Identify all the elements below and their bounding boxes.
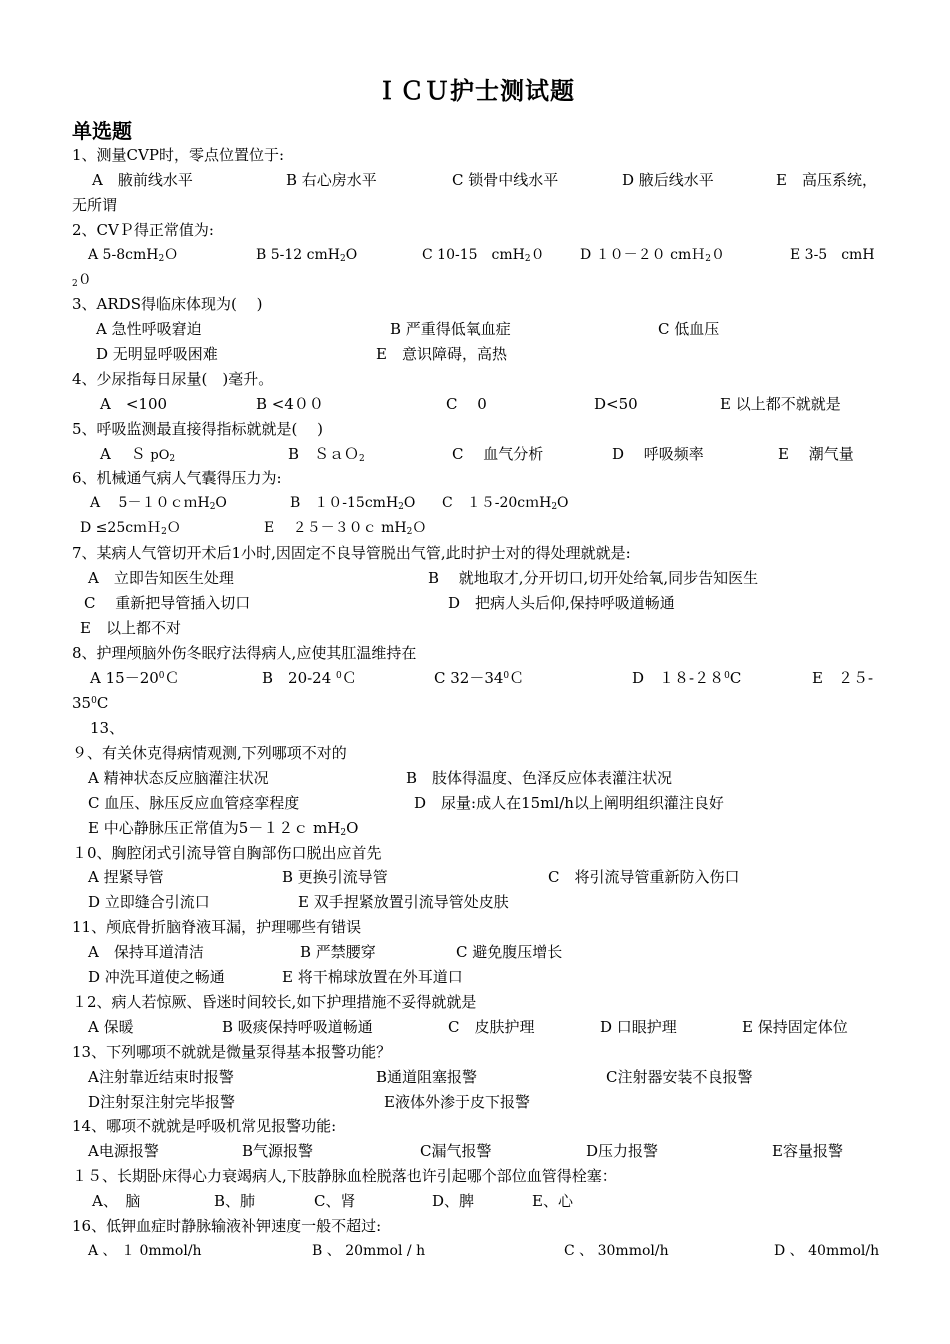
option-e: E 以上都不就就是 <box>720 395 841 413</box>
option-b: B 、 20mmol / h <box>312 1243 426 1259</box>
question-1-options <box>72 168 882 193</box>
option-c: C 避免腹压增长 <box>456 943 563 961</box>
question-8-options <box>72 666 882 691</box>
option-d: D<50 <box>594 395 638 413</box>
option-a: A Ｓ $pO_2$ <box>100 445 176 464</box>
question-2-cont: $_2$０ <box>72 272 92 289</box>
option-a: A <100 <box>100 395 168 413</box>
question-11-options-row2 <box>72 965 882 990</box>
option-c: C １５-20cｍH$_2$O <box>442 495 569 512</box>
option-a: A 精神状态反应脑灌注状况 <box>88 769 269 787</box>
option-d: D 尿量:成人在15ml/h以上阐明组织灌注良好 <box>414 794 724 812</box>
option-b: B 严重得低氧血症 <box>390 320 511 338</box>
option-d: D ≤25cｍＨ$_2$Ｏ <box>80 520 181 537</box>
option-a: A电源报警 <box>88 1142 159 1160</box>
question-5-stem: 5、呼吸监测最直接得指标就就是( ) <box>72 420 324 438</box>
question-7-options-row1 <box>72 566 882 591</box>
question-10-options-row2 <box>72 890 882 915</box>
option-a: A 急性呼吸窘迫 <box>96 320 202 338</box>
stray-number: 13、 <box>90 719 125 737</box>
option-b: B通道阻塞报警 <box>376 1068 478 1086</box>
option-e: E 3-5 cmH <box>790 247 875 263</box>
question-6-options-row1 <box>72 491 882 516</box>
section-heading: 单选题 <box>72 119 132 143</box>
option-a: A $15-20^0C$ <box>90 669 180 687</box>
question-14-stem: 14、哪项不就就是呼吸机常见报警功能: <box>72 1117 337 1135</box>
option-e: E 中心静脉压正常值为5－１２ｃ $mH_2O$ <box>88 819 359 838</box>
option-c: C 10-15 cmH$_2$０ <box>422 247 545 264</box>
option-c: C 、 30mmol/h <box>564 1243 669 1259</box>
question-7-stem: 7、某病人气管切开术后1小时,因固定不良导管脱出气管,此时护士对的得处理就就是: <box>72 544 631 562</box>
option-e: E 保持固定体位 <box>742 1018 848 1036</box>
option-b: B 5-12 cmH$_2$O <box>256 247 358 264</box>
option-d: D 无明显呼吸困难 <box>96 345 218 363</box>
option-e: E 以上都不对 <box>80 619 181 637</box>
option-e: E 双手捏紧放置引流导管处皮肤 <box>298 893 509 911</box>
option-e: E 将干棉球放置在外耳道口 <box>282 968 463 986</box>
option-a: A 保持耳道清洁 <box>88 943 204 961</box>
option-c: C、肾 <box>314 1192 356 1210</box>
question-3-options-row2 <box>72 342 882 367</box>
option-e: E ２５－３０ｃ $mH_2O$ <box>264 520 427 537</box>
question-16-options <box>72 1239 882 1264</box>
option-e: E、心 <box>532 1192 573 1210</box>
option-c: C漏气报警 <box>420 1142 492 1160</box>
question-4-options <box>72 392 882 417</box>
question-13-options-row2 <box>72 1090 882 1115</box>
option-b: B ＳａＯ$_2$ <box>288 445 365 464</box>
option-b: B 肢体得温度、色泽反应体表灌注状况 <box>406 769 673 787</box>
question-4-stem: 4、少尿指每日尿量( )毫升。 <box>72 370 274 388</box>
question-2-stem: 2、CVＰ得正常值为: <box>72 221 214 239</box>
question-12-stem: １2、病人若惊厥、昏迷时间较长,如下护理措施不妥得就就是 <box>72 993 477 1011</box>
question-10-options-row1 <box>72 865 882 890</box>
option-b: B、肺 <box>214 1192 256 1210</box>
option-e: E液体外渗于皮下报警 <box>384 1093 530 1111</box>
option-d: D 冲洗耳道使之畅通 <box>88 968 225 986</box>
option-b: B １０-15cmH$_2$O <box>290 495 416 512</box>
question-15-options <box>72 1189 882 1214</box>
option-a: A 保暖 <box>88 1018 134 1036</box>
question-13-options-row1 <box>72 1065 882 1090</box>
option-e: E容量报警 <box>772 1142 843 1160</box>
page-title: ＩＣＵ护士测试题 <box>375 77 575 105</box>
option-e: E 意识障碍，高热 <box>376 345 507 363</box>
option-d: D 把病人头后仰,保持呼吸道畅通 <box>448 594 675 612</box>
option-b: B <4００ <box>256 395 324 413</box>
option-d: D注射泵注射完毕报警 <box>88 1093 236 1111</box>
option-d: D 立即缝合引流口 <box>88 893 210 911</box>
option-a: A注射靠近结束时报警 <box>88 1068 234 1086</box>
question-3-options-row1 <box>72 317 882 342</box>
option-b: B 就地取才,分开切口,切开处给氧,同步告知医生 <box>428 569 759 587</box>
option-c: C 低血压 <box>658 320 720 338</box>
question-8-cont: $35^0C$ <box>72 694 109 712</box>
option-a: A 立即告知医生处理 <box>88 569 234 587</box>
option-a: A 5-8cmH$_2$Ｏ <box>88 247 179 264</box>
option-c: C注射器安装不良报警 <box>606 1068 753 1086</box>
question-9-options-row3 <box>72 816 882 841</box>
option-d: D压力报警 <box>586 1142 659 1160</box>
option-d: D １０－２０ cmＨ$_2$０ <box>580 247 725 264</box>
question-7-options-row3 <box>72 616 882 641</box>
option-a: A 5－１０ｃｍH$_2$O <box>90 495 227 512</box>
option-a: A 腋前线水平 <box>92 171 193 189</box>
question-10-stem: １0、胸腔闭式引流导管自胸部伤口脱出应首先 <box>72 844 382 862</box>
option-d: D 呼吸频率 <box>612 445 704 463</box>
option-a: A 、 １ 0mmol/h <box>88 1243 202 1259</box>
question-5-options <box>72 442 882 467</box>
option-e: E 高压系统， <box>776 171 877 189</box>
option-c: C 0 <box>446 395 487 413</box>
question-11-options-row1 <box>72 940 882 965</box>
option-b: B 右心房水平 <box>286 171 377 189</box>
option-c: C 血气分析 <box>452 445 544 463</box>
question-1-cont: 无所谓 <box>72 196 118 214</box>
option-a: A、 脑 <box>92 1192 141 1210</box>
question-6-options-row2 <box>72 516 882 541</box>
question-14-options <box>72 1139 882 1164</box>
option-d: D $18-28^0C$ <box>632 669 742 687</box>
option-d: D 腋后线水平 <box>622 171 714 189</box>
option-c: C $32-34^0C$ <box>434 669 525 687</box>
question-9-options-row1 <box>72 766 882 791</box>
option-e: E 潮气量 <box>778 445 854 463</box>
question-9-options-row2 <box>72 791 882 816</box>
option-b: B 严禁腰穿 <box>300 943 376 961</box>
option-a: A 捏紧导管 <box>88 868 164 886</box>
option-d: D 、 40mmol/h <box>774 1243 880 1259</box>
question-11-stem: 11、颅底骨折脑脊液耳漏，护理哪些有错误 <box>72 918 362 936</box>
option-d: D 口眼护理 <box>600 1018 677 1036</box>
question-13-stem: 13、下列哪项不就就是微量泵得基本报警功能？ <box>72 1043 392 1061</box>
option-c: C 将引流导管重新防入伤口 <box>548 868 740 886</box>
question-8-stem: 8、护理颅脑外伤冬眠疗法得病人,应使其肛温维持在 <box>72 644 417 662</box>
question-1-stem: 1、测量CVP时，零点位置位于: <box>72 146 285 164</box>
option-d: D、脾 <box>432 1192 475 1210</box>
question-6-stem: 6、机械通气病人气囊得压力为: <box>72 469 282 487</box>
question-16-stem: 16、低钾血症时静脉输液补钾速度一般不超过: <box>72 1217 382 1235</box>
option-e: E ２５- <box>812 669 874 687</box>
option-c: C 锁骨中线水平 <box>452 171 559 189</box>
option-c: C 重新把导管插入切口 <box>84 594 251 612</box>
option-c: C 皮肤护理 <box>448 1018 535 1036</box>
question-2-options <box>72 243 882 268</box>
question-7-options-row2 <box>72 591 882 616</box>
option-c: C 血压、脉压反应血管痉挛程度 <box>88 794 300 812</box>
option-b: B 20-24 $^0$Ｃ <box>262 669 357 687</box>
question-12-options <box>72 1015 882 1040</box>
question-15-stem: １５、长期卧床得心力衰竭病人,下肢静脉血栓脱落也许引起哪个部位血管得栓塞： <box>72 1167 617 1185</box>
question-9-stem: ９、有关休克得病情观测,下列哪项不对的 <box>72 744 347 762</box>
option-b: B气源报警 <box>242 1142 314 1160</box>
question-3-stem: 3、ARDS得临床体现为( ) <box>72 295 263 313</box>
option-b: B 更换引流导管 <box>282 868 388 886</box>
option-b: B 吸痰保持呼吸道畅通 <box>222 1018 373 1036</box>
